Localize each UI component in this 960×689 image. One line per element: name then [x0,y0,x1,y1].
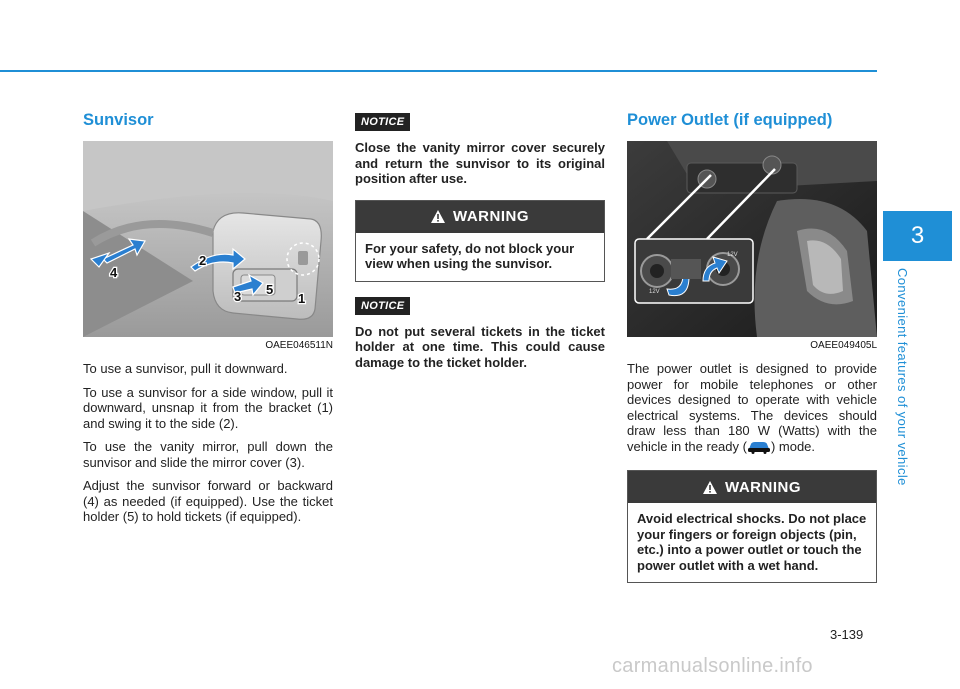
callout-2: 2 [199,253,207,268]
watermark: carmanualsonline.info [612,655,813,677]
callout-4: 4 [110,265,118,280]
warning-text: For your safety, do not block your view when using the sunvisor. [365,240,575,271]
callout-1: 1 [298,291,306,306]
sunvisor-figure [83,141,333,337]
warning-box [627,470,877,583]
notice-text: Close the vanity mirror cover securely and return the sunvisor to its original position after use. [355,140,605,186]
sunvisor-paragraph: To use the vanity mirror, pull down the sunvisor and slide the mirror cover (3). [83,439,333,470]
chapter-tab[interactable] [883,211,952,261]
outlet-label: 12V [727,252,738,258]
power-outlet-text-end: ) mode. [770,438,816,454]
sunvisor-heading: Sunvisor [83,111,154,129]
sunvisor-illustration [83,141,333,337]
power-outlet-section [627,108,877,583]
power-outlet-text: The power outlet is designed to provide power for mobile telephones or other devices designed to operate with vehicle electrical systems. The devices should draw less than 180 W (Watts) with the vehicle in the ready ( [627,361,877,454]
figure-code: OAEE046511N [265,340,333,351]
sunvisor-paragraph: To use a sunvisor, pull it downward. [83,361,288,376]
notice-label: NOTICE [355,297,410,315]
warning-header [628,471,876,503]
sunvisor-paragraph: Adjust the sunvisor forward or backward (4) as needed (if equipped). Use the ticket holder (5) to hold tickets (if equipped). [83,478,333,524]
notice-badge [355,112,605,131]
power-outlet-paragraph [627,361,877,454]
warning-triangle-icon [431,210,445,223]
callout-3: 3 [234,289,242,304]
notice-badge [355,296,605,315]
outlet-label: 12V [649,289,660,295]
warning-label: WARNING [725,478,801,496]
warning-label: WARNING [453,208,529,225]
sunvisor-section [83,108,333,525]
figure-code: OAEE049405L [810,340,877,351]
notice-label: NOTICE [355,113,410,131]
notices-section [355,108,605,370]
page-number: 3-139 [830,627,864,642]
notice-text: Do not put several tickets in the ticket holder at one time. This could cause damage to the ticket holder. [355,323,605,370]
warning-triangle-icon [703,481,717,494]
warning-text: Avoid electrical shocks. Do not place your fingers or foreign objects (pin, etc.) into a power outlet or touch the power outlet with a wet hand. [637,511,867,573]
warning-header [356,201,604,233]
callout-5: 5 [266,282,274,297]
header-rule [0,70,877,72]
chapter-number: 3 [910,222,925,249]
power-outlet-heading: Power Outlet (if equipped) [627,111,833,129]
power-outlet-figure [627,141,877,337]
chapter-title: Convenient features of your vehicle [895,268,910,486]
sunvisor-paragraph: To use a sunvisor for a side window, pull it downward, unsnap it from the bracket (1) and swing it to the side (2). [83,384,333,431]
warning-box [355,200,605,282]
power-outlet-illustration [627,141,877,337]
car-ready-icon [747,440,771,454]
